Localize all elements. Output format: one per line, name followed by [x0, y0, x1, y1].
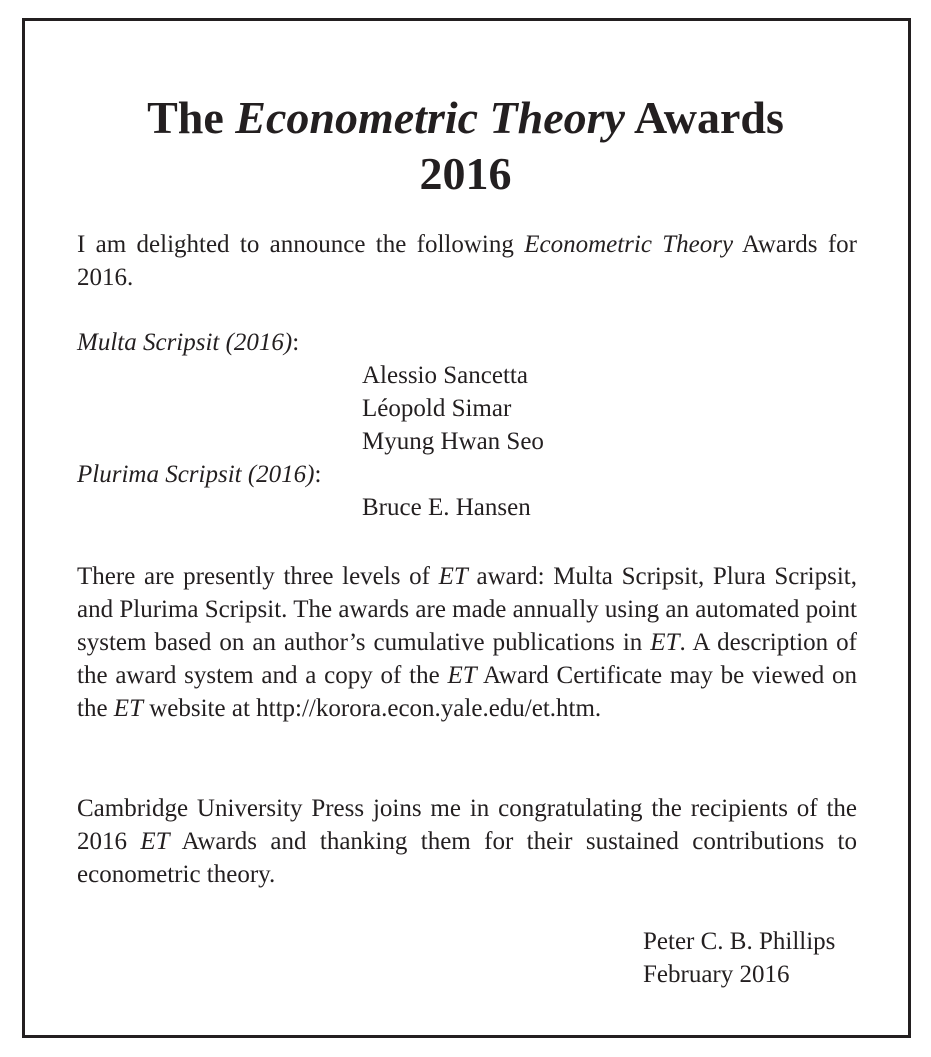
et-abbrev: ET	[650, 629, 680, 656]
levels-text: award: Multa Scripsit, Plura Scripsit, and Plurima Scripsit. The awards are made annually using an automated point system based on an author’s cumulative publications in	[77, 563, 857, 656]
recipient-name: Léopold Simar	[362, 395, 512, 422]
congrats-paragraph	[77, 792, 857, 891]
award-name-multa: Multa Scripsit (2016)	[77, 329, 293, 356]
et-abbrev: ET	[447, 662, 477, 689]
congrats-text: Cambridge University Press joins me in congratulating the recipients of the 2016	[77, 795, 857, 855]
levels-text: . A description of the award system and a copy of the	[77, 629, 857, 689]
title-year: 2016	[419, 148, 512, 199]
award-label-multa: Multa Scripsit (2016):	[77, 329, 300, 356]
recipient-name: Bruce E. Hansen	[362, 494, 531, 521]
title-suffix: Awards	[624, 92, 784, 143]
levels-text: website at http://korora.econ.yale.edu/et.htm.	[142, 695, 602, 722]
awards-list	[77, 326, 857, 524]
award-name-plurima: Plurima Scripsit (2016)	[77, 461, 315, 488]
page-title	[0, 90, 931, 202]
intro-paragraph	[77, 228, 857, 294]
intro-journal: Econometric Theory	[524, 231, 734, 258]
award-label-plurima: Plurima Scripsit (2016):	[77, 461, 322, 488]
et-abbrev: ET	[438, 563, 468, 590]
intro-text-end: Awards for 2016.	[77, 231, 857, 291]
recipient-name: Myung Hwan Seo	[362, 428, 544, 455]
congrats-text: Awards and thanking them for their sustained contributions to econometric theory.	[77, 828, 858, 888]
levels-paragraph	[77, 560, 857, 725]
recipient-name: Alessio Sancetta	[362, 362, 528, 389]
et-abbrev: ET	[113, 695, 143, 722]
levels-text: There are presently three levels of	[77, 563, 439, 590]
title-journal: Econometric Theory	[235, 92, 625, 143]
levels-text: Award Certificate may be viewed on the	[77, 662, 857, 722]
title-prefix: The	[147, 92, 236, 143]
signature-block	[643, 925, 835, 991]
signature-date: February 2016	[643, 961, 790, 988]
intro-text-start: I am delighted to announce the following	[77, 231, 525, 258]
signature-name: Peter C. B. Phillips	[643, 928, 836, 955]
et-abbrev: ET	[140, 828, 170, 855]
